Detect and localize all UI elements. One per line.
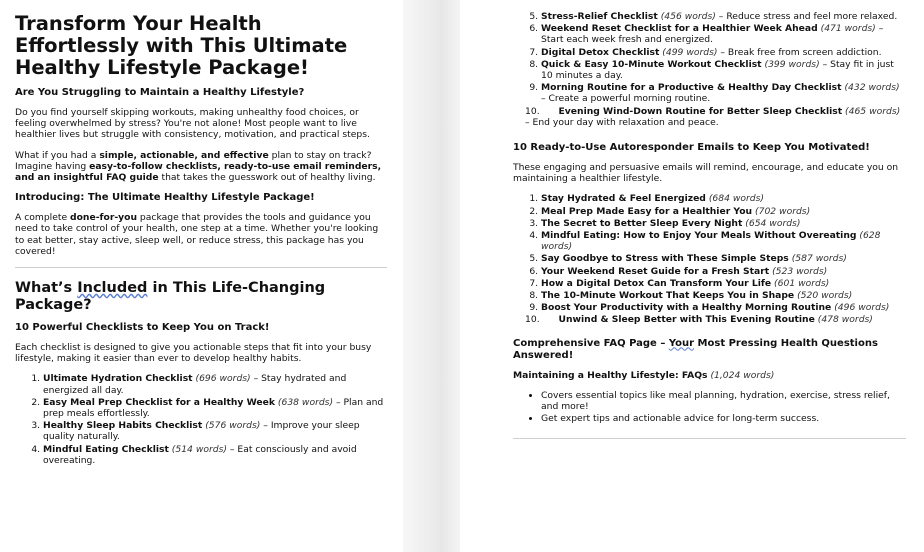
checklists-heading: 10 Powerful Checklists to Keep You on Track! — [15, 322, 270, 334]
document-page-right — [460, 0, 924, 552]
checklist-list-continued — [513, 11, 906, 128]
email-list — [513, 193, 906, 325]
item-desc: – Eat consciously and avoid overeating. — [43, 443, 357, 466]
list-item — [525, 106, 906, 128]
text: in This Life-Changing Package? — [15, 280, 326, 314]
text: Comprehensive FAQ Page – — [513, 337, 669, 349]
document-page-left — [0, 0, 403, 552]
list-item — [541, 290, 906, 301]
item-words: (702 words) — [755, 205, 811, 217]
list-item — [541, 47, 906, 58]
item-desc: – Reduce stress and feel more relaxed. — [715, 11, 898, 22]
text: Most Pressing Health Questions Answered! — [513, 337, 878, 361]
item-desc: – Improve your sleep quality naturally. — [43, 420, 360, 443]
item-words: (514 words) — [171, 443, 227, 455]
item-words: (576 words) — [205, 420, 261, 432]
item-title: Meal Prep Made Easy for a Healthier You — [541, 205, 753, 217]
list-item: • Covers essential topics like meal planning, hydration, exercise, stress relief, and more! — [541, 390, 906, 412]
item-number: 10. — [525, 314, 540, 326]
list-item — [43, 420, 387, 442]
item-title: Morning Routine for a Productive & Healthy Day Checklist — [541, 82, 842, 94]
struggling-heading: Are You Struggling to Maintain a Healthy Lifestyle? — [15, 87, 305, 98]
list-item — [541, 278, 906, 289]
faq-title: Maintaining a Healthy Lifestyle: FAQs — [513, 369, 708, 381]
item-title: Weekend Reset Checklist for a Healthier Week Ahead — [541, 23, 818, 35]
list-item — [541, 82, 906, 104]
list-item — [541, 218, 906, 229]
text: A complete — [15, 212, 71, 224]
item-title: How a Digital Detox Can Transform Your Life — [541, 277, 772, 289]
list-item — [525, 314, 906, 325]
text: that takes the guesswork out of healthy living. — [158, 172, 376, 184]
item-title: Say Goodbye to Stress with These Simple Steps — [541, 253, 789, 265]
spellcheck-word: Your — [668, 337, 695, 349]
item-words: (399 words) — [764, 58, 820, 70]
text: package that provides the tools and guidance you need to take control of your health, one step at a time. Whether you're looking to eat better, stay active, sleep well, or reduce stress, this package has you covered! — [15, 212, 379, 257]
bold-text: done-for-you — [70, 212, 138, 224]
item-words: (628 words) — [541, 230, 881, 253]
intro-heading: Introducing: The Ultimate Healthy Lifestyle Package! — [15, 192, 315, 204]
divider — [15, 267, 387, 268]
faq-bullet-list — [513, 390, 906, 425]
item-title: Mindful Eating: How to Enjoy Your Meals Without Overeating — [541, 230, 857, 242]
item-desc: – Stay hydrated and energized all day. — [43, 373, 347, 396]
item-desc: – Create a powerful morning routine. — [541, 93, 711, 105]
bold-text: simple, actionable, and effective — [99, 149, 269, 161]
item-words: (478 words) — [817, 314, 873, 326]
item-words: (456 words) — [660, 11, 716, 22]
item-title: Evening Wind-Down Routine for Better Sleep Checklist — [558, 105, 843, 117]
item-words: (471 words) — [820, 23, 876, 35]
faq-subheading — [513, 370, 906, 381]
spellcheck-word: Included — [77, 280, 148, 297]
emails-heading: 10 Ready-to-Use Autoresponder Emails to Keep You Motivated! — [513, 142, 870, 154]
item-title: Stay Hydrated & Feel Energized — [541, 193, 706, 205]
item-words: (696 words) — [195, 373, 251, 385]
item-words: (496 words) — [834, 302, 890, 314]
item-title: The 10-Minute Workout That Keeps You in Shape — [541, 290, 795, 302]
item-words: (638 words) — [277, 396, 334, 408]
faq-heading — [513, 338, 906, 362]
list-item — [541, 230, 906, 252]
list-item — [541, 23, 906, 45]
item-title: Mindful Eating Checklist — [43, 443, 169, 455]
item-title: The Secret to Better Sleep Every Night — [541, 217, 743, 229]
list-item — [541, 193, 906, 204]
item-title: Boost Your Productivity with a Healthy Morning Routine — [541, 302, 832, 314]
whatif-paragraph — [15, 150, 387, 184]
item-words: (499 words) — [662, 46, 718, 58]
item-title: Ultimate Hydration Checklist — [43, 373, 193, 385]
intro-paragraph — [15, 212, 387, 257]
list-item — [541, 206, 906, 217]
item-words: (601 words) — [774, 277, 830, 289]
page-gap — [403, 0, 440, 552]
item-number: 10. — [525, 105, 540, 117]
item-words: (523 words) — [772, 265, 828, 277]
list-item: • Get expert tips and actionable advice for long-term success. — [541, 413, 906, 424]
item-desc: – Stay fit in just 10 minutes a day. — [541, 58, 894, 82]
item-title: Digital Detox Checklist — [541, 46, 660, 58]
item-words: (432 words) — [844, 82, 900, 94]
list-item — [541, 266, 906, 277]
text: plan to stay on track? Imagine having — [15, 149, 372, 172]
item-title: Quick & Easy 10-Minute Workout Checklist — [541, 58, 762, 70]
faq-words: (1,024 words) — [710, 369, 775, 381]
list-item — [541, 11, 906, 22]
page-gap-shadow — [440, 0, 460, 552]
item-desc: – Break free from screen addiction. — [717, 46, 882, 58]
list-item — [541, 253, 906, 264]
item-words: (587 words) — [791, 253, 847, 265]
item-words: (654 words) — [745, 217, 801, 229]
item-words: (684 words) — [708, 193, 764, 205]
item-words: (520 words) — [797, 290, 853, 302]
emails-paragraph: These engaging and persuasive emails will remind, encourage, and educate you on maintaining a healthier lifestyle. — [513, 162, 899, 185]
item-words: (465 words) — [845, 105, 901, 117]
item-desc: – Plan and prep meals effortlessly. — [43, 396, 384, 420]
item-title: Stress-Relief Checklist — [541, 11, 658, 22]
text: What if you had a — [15, 149, 100, 161]
included-heading — [15, 280, 387, 314]
item-title: Healthy Sleep Habits Checklist — [43, 420, 203, 432]
list-item — [43, 444, 387, 466]
page-title: Transform Your Health Effortlessly with This Ultimate Healthy Lifestyle Package! — [15, 12, 348, 79]
checklist-list — [15, 373, 387, 466]
item-title: Unwind & Sleep Better with This Evening Routine — [558, 314, 815, 326]
list-item — [541, 59, 906, 81]
item-desc: – End your day with relaxation and peace. — [525, 116, 719, 128]
text: What’s — [15, 280, 78, 297]
list-item — [43, 373, 387, 395]
item-title: Easy Meal Prep Checklist for a Healthy Week — [43, 396, 275, 408]
list-item — [541, 302, 906, 313]
struggling-paragraph: Do you find yourself skipping workouts, making unhealthy food choices, or feeling overwhelmed by stress? You're not alone! Most people want to live healthier lives but struggle with consistency, motivation, and practical steps. — [15, 107, 370, 141]
divider — [513, 438, 906, 439]
list-item — [43, 397, 387, 419]
item-desc: – Start each week fresh and energized. — [541, 23, 884, 46]
bold-text: easy-to-follow checklists, ready-to-use email reminders, and an insightful FAQ guide — [15, 160, 382, 184]
item-title: Your Weekend Reset Guide for a Fresh Start — [541, 265, 770, 277]
checklists-paragraph: Each checklist is designed to give you actionable steps that fit into your busy lifestyle, making it easier than ever to develop healthy habits. — [15, 342, 372, 365]
